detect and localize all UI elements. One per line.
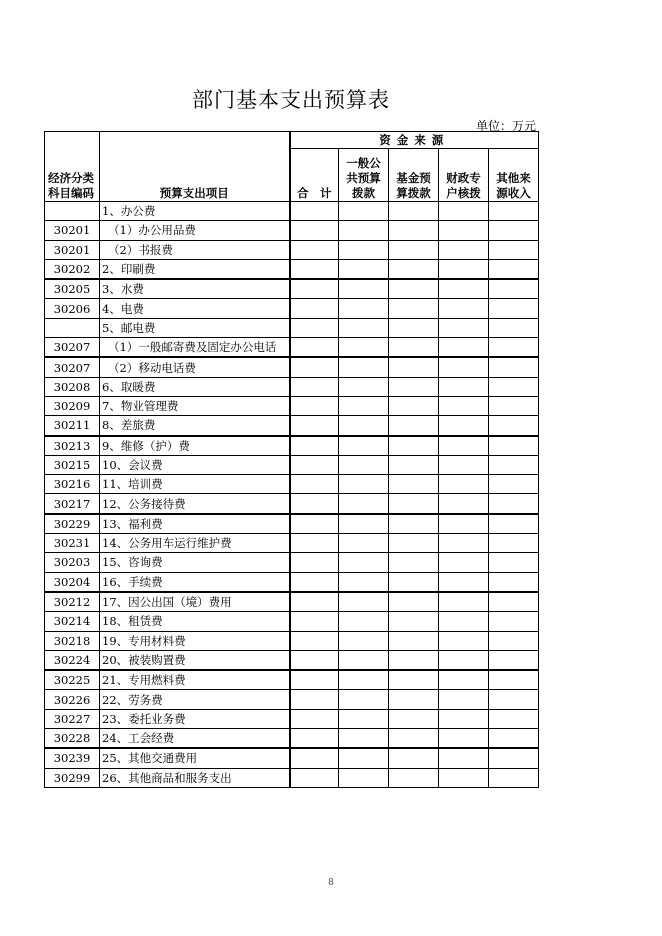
cell-fund-budget[interactable] (389, 631, 439, 650)
cell-other-income[interactable] (489, 396, 539, 415)
cell-fiscal-account[interactable] (439, 572, 489, 592)
row-code: 30226 (45, 690, 100, 709)
cell-fund-budget[interactable] (389, 553, 439, 572)
cell-other-income[interactable] (489, 670, 539, 690)
cell-other-income[interactable] (489, 318, 539, 337)
cell-other-income[interactable] (489, 729, 539, 749)
header-line: 算拨款 (396, 186, 431, 200)
cell-fiscal-account[interactable] (439, 240, 489, 259)
cell-other-income[interactable] (489, 553, 539, 572)
cell-fund-budget[interactable] (389, 768, 439, 787)
cell-general-budget[interactable] (339, 729, 389, 749)
cell-total[interactable] (290, 729, 339, 749)
row-code: 30224 (45, 650, 100, 670)
row-code (45, 318, 100, 337)
cell-other-income[interactable] (489, 475, 539, 494)
unit-label: 单位：万元 (475, 119, 536, 133)
cell-total[interactable] (290, 436, 339, 456)
row-item: 21、专用燃料费 (100, 670, 290, 690)
cell-other-income[interactable] (489, 572, 539, 592)
header-line: 源收入 (496, 186, 531, 200)
cell-total[interactable] (290, 534, 339, 553)
table-row (45, 259, 539, 279)
row-code: 30218 (45, 631, 100, 650)
cell-general-budget[interactable] (339, 455, 389, 474)
row-item: 25、其他交通费用 (100, 748, 290, 768)
header-line: 拨款 (352, 186, 375, 200)
row-code: 30212 (45, 592, 100, 612)
table-row (45, 202, 539, 221)
cell-general-budget[interactable] (339, 436, 389, 456)
cell-other-income[interactable] (489, 631, 539, 650)
table-row (45, 240, 539, 259)
cell-fiscal-account[interactable] (439, 475, 489, 494)
cell-other-income[interactable] (489, 592, 539, 612)
table-row (45, 709, 539, 728)
cell-other-income[interactable] (489, 612, 539, 631)
header-line: 一般公 (346, 156, 381, 170)
row-item: 10、会议费 (100, 455, 290, 474)
cell-other-income[interactable] (489, 514, 539, 534)
cell-general-budget[interactable] (339, 768, 389, 787)
row-item: （1）一般邮寄费及固定办公电话 (100, 338, 290, 358)
cell-general-budget[interactable] (339, 338, 389, 358)
row-code: 30201 (45, 221, 100, 240)
cell-total[interactable] (290, 494, 339, 514)
cell-general-budget[interactable] (339, 534, 389, 553)
cell-fiscal-account[interactable] (439, 494, 489, 514)
row-code: 30229 (45, 514, 100, 534)
row-item: 24、工会经费 (100, 729, 290, 749)
table-row (45, 494, 539, 514)
cell-general-budget[interactable] (339, 299, 389, 318)
page-title: 部门基本支出预算表 (192, 88, 390, 112)
cell-total[interactable] (290, 338, 339, 358)
cell-total[interactable] (290, 670, 339, 690)
cell-other-income[interactable] (489, 455, 539, 474)
cell-fund-budget[interactable] (389, 455, 439, 474)
row-item: 19、专用材料费 (100, 631, 290, 650)
cell-general-budget[interactable] (339, 377, 389, 396)
cell-fiscal-account[interactable] (439, 631, 489, 650)
cell-fiscal-account[interactable] (439, 357, 489, 377)
cell-other-income[interactable] (489, 690, 539, 709)
cell-fund-budget[interactable] (389, 534, 439, 553)
header-general-budget (339, 149, 389, 202)
cell-total[interactable] (290, 279, 339, 299)
table-row (45, 377, 539, 396)
header-line: 基金预 (396, 171, 431, 185)
row-code: 30299 (45, 768, 100, 787)
row-code: 30202 (45, 259, 100, 279)
cell-general-budget[interactable] (339, 202, 389, 221)
cell-fiscal-account[interactable] (439, 592, 489, 612)
cell-total[interactable] (290, 259, 339, 279)
cell-total[interactable] (290, 514, 339, 534)
row-code: 30205 (45, 279, 100, 299)
cell-fiscal-account[interactable] (439, 514, 489, 534)
row-item: 6、取暖费 (100, 377, 290, 396)
cell-general-budget[interactable] (339, 612, 389, 631)
table-row (45, 572, 539, 592)
header-line: 其他来 (496, 171, 531, 185)
cell-general-budget[interactable] (339, 494, 389, 514)
cell-fiscal-account[interactable] (439, 690, 489, 709)
cell-fund-budget[interactable] (389, 670, 439, 690)
cell-fund-budget[interactable] (389, 729, 439, 749)
cell-general-budget[interactable] (339, 670, 389, 690)
cell-fiscal-account[interactable] (439, 670, 489, 690)
cell-other-income[interactable] (489, 259, 539, 279)
row-code: 30201 (45, 240, 100, 259)
cell-general-budget[interactable] (339, 709, 389, 728)
cell-other-income[interactable] (489, 299, 539, 318)
header-line: 共预算 (346, 171, 381, 185)
cell-total[interactable] (290, 553, 339, 572)
cell-total[interactable] (290, 416, 339, 436)
cell-fund-budget[interactable] (389, 221, 439, 240)
cell-fund-budget[interactable] (389, 475, 439, 494)
cell-general-budget[interactable] (339, 748, 389, 768)
row-item: 2、印刷费 (100, 259, 290, 279)
cell-total[interactable] (290, 768, 339, 787)
cell-fiscal-account[interactable] (439, 318, 489, 337)
cell-total[interactable] (290, 592, 339, 612)
cell-fund-budget[interactable] (389, 592, 439, 612)
row-item: （1）办公用品费 (100, 221, 290, 240)
page-number: 8 (328, 878, 334, 888)
row-item: 8、差旅费 (100, 416, 290, 436)
cell-other-income[interactable] (489, 768, 539, 787)
cell-general-budget[interactable] (339, 690, 389, 709)
cell-fund-budget[interactable] (389, 279, 439, 299)
table-row (45, 436, 539, 456)
cell-total[interactable] (290, 690, 339, 709)
row-code: 30203 (45, 553, 100, 572)
row-code: 30231 (45, 534, 100, 553)
cell-total[interactable] (290, 748, 339, 768)
cell-general-budget[interactable] (339, 416, 389, 436)
cell-fiscal-account[interactable] (439, 338, 489, 358)
header-code-line2: 科目编码 (48, 186, 94, 200)
cell-fiscal-account[interactable] (439, 534, 489, 553)
cell-total[interactable] (290, 455, 339, 474)
table-row (45, 416, 539, 436)
table-row (45, 748, 539, 768)
cell-fiscal-account[interactable] (439, 221, 489, 240)
cell-fiscal-account[interactable] (439, 553, 489, 572)
table-row (45, 279, 539, 299)
cell-total[interactable] (290, 475, 339, 494)
cell-fiscal-account[interactable] (439, 299, 489, 318)
cell-other-income[interactable] (489, 436, 539, 456)
cell-fund-budget[interactable] (389, 240, 439, 259)
cell-total[interactable] (290, 377, 339, 396)
table-row (45, 338, 539, 358)
cell-fiscal-account[interactable] (439, 279, 489, 299)
cell-fund-budget[interactable] (389, 572, 439, 592)
cell-fund-budget[interactable] (389, 514, 439, 534)
table-row (45, 729, 539, 749)
row-item: 23、委托业务费 (100, 709, 290, 728)
header-total-label: 合 计 (297, 186, 332, 200)
header-line: 财政专 (446, 171, 481, 185)
cell-fund-budget[interactable] (389, 436, 439, 456)
cell-other-income[interactable] (489, 279, 539, 299)
cell-total[interactable] (290, 709, 339, 728)
cell-total[interactable] (290, 650, 339, 670)
cell-general-budget[interactable] (339, 259, 389, 279)
cell-fund-budget[interactable] (389, 690, 439, 709)
row-item: 18、租赁费 (100, 612, 290, 631)
row-item: 14、公务用车运行维护费 (100, 534, 290, 553)
row-item: 15、咨询费 (100, 553, 290, 572)
row-code: 30207 (45, 338, 100, 358)
cell-general-budget[interactable] (339, 357, 389, 377)
row-code: 30228 (45, 729, 100, 749)
cell-other-income[interactable] (489, 338, 539, 358)
cell-fund-budget[interactable] (389, 650, 439, 670)
cell-fund-budget[interactable] (389, 377, 439, 396)
cell-fiscal-account[interactable] (439, 612, 489, 631)
cell-fund-budget[interactable] (389, 396, 439, 415)
table-row (45, 455, 539, 474)
row-item: 4、电费 (100, 299, 290, 318)
cell-general-budget[interactable] (339, 572, 389, 592)
table-row (45, 631, 539, 650)
cell-other-income[interactable] (489, 202, 539, 221)
row-code: 30239 (45, 748, 100, 768)
row-code: 30208 (45, 377, 100, 396)
cell-fund-budget[interactable] (389, 612, 439, 631)
header-other-income (489, 149, 539, 202)
row-item: 16、手续费 (100, 572, 290, 592)
cell-general-budget[interactable] (339, 279, 389, 299)
header-item-col: 预算支出项目 (100, 132, 290, 202)
cell-total[interactable] (290, 396, 339, 415)
header-code-col (45, 132, 100, 202)
row-code: 30206 (45, 299, 100, 318)
row-item: 11、培训费 (100, 475, 290, 494)
cell-total[interactable] (290, 202, 339, 221)
row-code (45, 202, 100, 221)
table-row (45, 768, 539, 787)
row-item: 17、因公出国（境）费用 (100, 592, 290, 612)
cell-fund-budget[interactable] (389, 318, 439, 337)
table-row (45, 534, 539, 553)
cell-fiscal-account[interactable] (439, 436, 489, 456)
row-code: 30204 (45, 572, 100, 592)
cell-fiscal-account[interactable] (439, 396, 489, 415)
cell-fund-budget[interactable] (389, 259, 439, 279)
row-code: 30214 (45, 612, 100, 631)
table-body (45, 202, 539, 788)
cell-fiscal-account[interactable] (439, 202, 489, 221)
cell-fiscal-account[interactable] (439, 259, 489, 279)
header-total (290, 149, 339, 202)
table-row (45, 690, 539, 709)
row-item: 1、办公费 (100, 202, 290, 221)
row-item: 22、劳务费 (100, 690, 290, 709)
table-row (45, 221, 539, 240)
cell-fiscal-account[interactable] (439, 650, 489, 670)
cell-total[interactable] (290, 299, 339, 318)
cell-fiscal-account[interactable] (439, 748, 489, 768)
cell-general-budget[interactable] (339, 221, 389, 240)
row-item: 13、福利费 (100, 514, 290, 534)
cell-fund-budget[interactable] (389, 748, 439, 768)
cell-total[interactable] (290, 357, 339, 377)
row-code: 30217 (45, 494, 100, 514)
row-item: （2）书报费 (100, 240, 290, 259)
table-row (45, 357, 539, 377)
cell-general-budget[interactable] (339, 631, 389, 650)
row-code: 30213 (45, 436, 100, 456)
cell-fiscal-account[interactable] (439, 377, 489, 396)
cell-general-budget[interactable] (339, 475, 389, 494)
row-code: 30209 (45, 396, 100, 415)
cell-fund-budget[interactable] (389, 202, 439, 221)
cell-other-income[interactable] (489, 377, 539, 396)
cell-general-budget[interactable] (339, 592, 389, 612)
cell-other-income[interactable] (489, 534, 539, 553)
cell-general-budget[interactable] (339, 396, 389, 415)
cell-fiscal-account[interactable] (439, 729, 489, 749)
row-item: 5、邮电费 (100, 318, 290, 337)
cell-fund-budget[interactable] (389, 357, 439, 377)
cell-other-income[interactable] (489, 416, 539, 436)
cell-other-income[interactable] (489, 748, 539, 768)
cell-general-budget[interactable] (339, 514, 389, 534)
cell-total[interactable] (290, 631, 339, 650)
table-row (45, 650, 539, 670)
cell-fiscal-account[interactable] (439, 768, 489, 787)
table-row (45, 612, 539, 631)
cell-other-income[interactable] (489, 240, 539, 259)
cell-total[interactable] (290, 221, 339, 240)
row-item: 9、维修（护）费 (100, 436, 290, 456)
cell-fiscal-account[interactable] (439, 709, 489, 728)
cell-other-income[interactable] (489, 357, 539, 377)
row-item: （2）移动电话费 (100, 357, 290, 377)
cell-other-income[interactable] (489, 494, 539, 514)
header-fund-budget (389, 149, 439, 202)
row-code: 30207 (45, 357, 100, 377)
header-fiscal-account (439, 149, 489, 202)
budget-table (44, 131, 539, 788)
cell-general-budget[interactable] (339, 553, 389, 572)
table-row (45, 553, 539, 572)
row-item: 12、公务接待费 (100, 494, 290, 514)
header-line: 户核拨 (446, 186, 481, 200)
row-code: 30227 (45, 709, 100, 728)
cell-other-income[interactable] (489, 650, 539, 670)
cell-fund-budget[interactable] (389, 416, 439, 436)
cell-fund-budget[interactable] (389, 338, 439, 358)
cell-total[interactable] (290, 572, 339, 592)
header-code-line1: 经济分类 (48, 171, 94, 185)
row-item: 7、物业管理费 (100, 396, 290, 415)
cell-other-income[interactable] (489, 221, 539, 240)
table-row (45, 592, 539, 612)
table-row (45, 514, 539, 534)
cell-total[interactable] (290, 612, 339, 631)
table-row (45, 396, 539, 415)
row-code: 30211 (45, 416, 100, 436)
row-code: 30216 (45, 475, 100, 494)
cell-total[interactable] (290, 318, 339, 337)
row-code: 30225 (45, 670, 100, 690)
cell-fiscal-account[interactable] (439, 416, 489, 436)
table-row (45, 670, 539, 690)
header-funding-source: 资金来源 (290, 132, 539, 149)
row-item: 26、其他商品和服务支出 (100, 768, 290, 787)
row-item: 3、水费 (100, 279, 290, 299)
row-item: 20、被装购置费 (100, 650, 290, 670)
cell-total[interactable] (290, 240, 339, 259)
cell-other-income[interactable] (489, 709, 539, 728)
cell-general-budget[interactable] (339, 240, 389, 259)
cell-general-budget[interactable] (339, 650, 389, 670)
cell-fiscal-account[interactable] (439, 455, 489, 474)
row-code: 30215 (45, 455, 100, 474)
table-row (45, 299, 539, 318)
cell-fund-budget[interactable] (389, 709, 439, 728)
table-row (45, 318, 539, 337)
cell-fund-budget[interactable] (389, 494, 439, 514)
cell-general-budget[interactable] (339, 318, 389, 337)
cell-fund-budget[interactable] (389, 299, 439, 318)
table-row (45, 475, 539, 494)
